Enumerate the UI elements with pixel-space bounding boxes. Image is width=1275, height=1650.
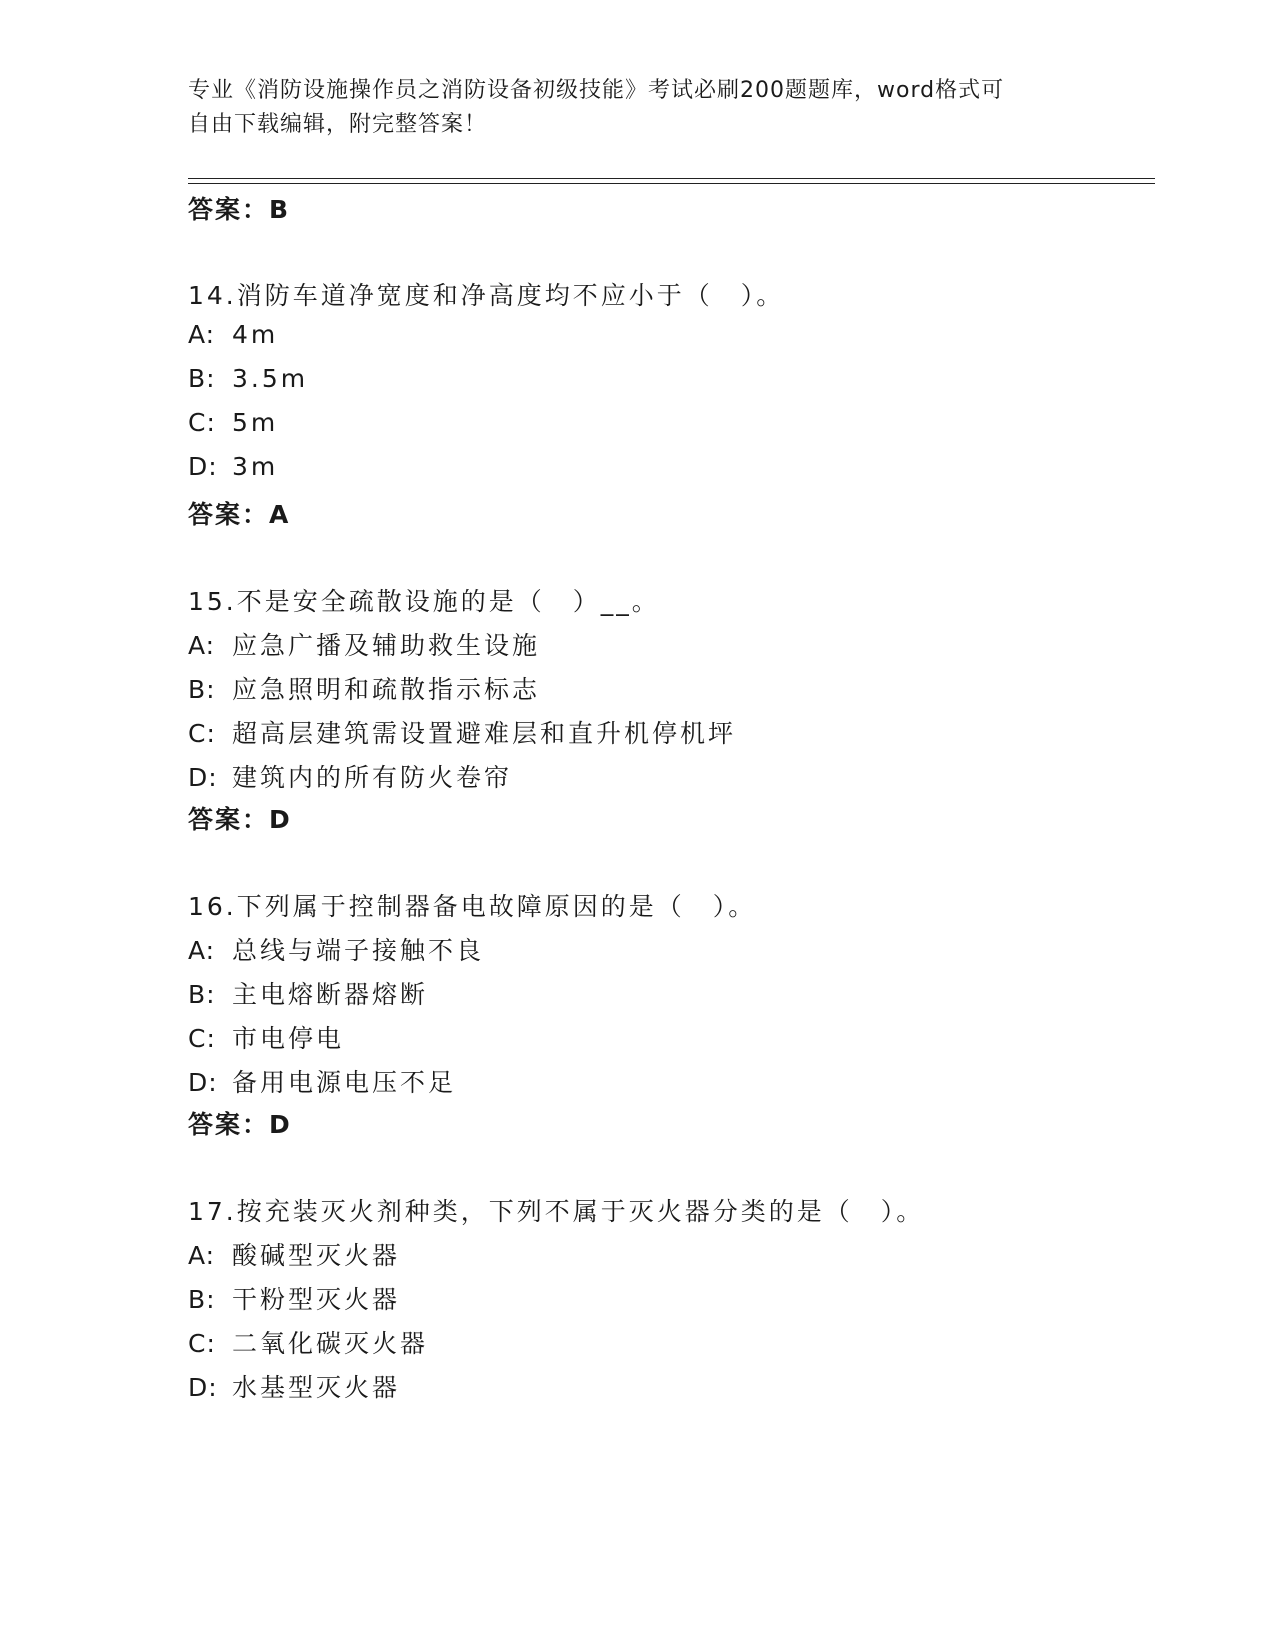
- option-text: 水基型灭火器: [232, 1373, 401, 1402]
- option-label: C:: [188, 408, 216, 437]
- header-divider-top: [188, 178, 1155, 179]
- question-17-option-a: [188, 1236, 400, 1272]
- question-15-stem: 15.不是安全疏散设施的是（ ）__。: [188, 587, 660, 616]
- option-text: 二氧化碳灭火器: [232, 1329, 429, 1358]
- option-label: A:: [188, 1241, 216, 1270]
- question-16-answer: 答案：D: [188, 1110, 292, 1139]
- option-label: C:: [188, 1024, 216, 1053]
- option-label: B:: [188, 1285, 216, 1314]
- option-text: 应急广播及辅助救生设施: [232, 631, 541, 660]
- option-label: B:: [188, 364, 216, 393]
- option-label: C:: [188, 1329, 216, 1358]
- header-line-1: 专业《消防设施操作员之消防设备初级技能》考试必刷200题题库，word格式可: [188, 78, 1005, 103]
- question-17-option-b: [188, 1280, 400, 1316]
- question-14-option-b: [188, 364, 308, 393]
- question-17-option-d: [188, 1368, 400, 1404]
- question-16-option-a: [188, 931, 484, 967]
- option-text: 酸碱型灭火器: [232, 1241, 401, 1270]
- answer-13: 答案：B: [188, 195, 291, 224]
- question-14-option-d: [188, 452, 278, 481]
- document-header: [188, 74, 1068, 142]
- option-text: 应急照明和疏散指示标志: [232, 675, 541, 704]
- option-text: 备用电源电压不足: [232, 1068, 457, 1097]
- question-15-answer: 答案：D: [188, 805, 292, 834]
- question-16-stem: 16.下列属于控制器备电故障原因的是（ ）。: [188, 892, 757, 921]
- option-label: A:: [188, 320, 216, 349]
- question-15-option-a: [188, 626, 540, 662]
- question-14-answer: 答案：A: [188, 500, 291, 529]
- question-16-option-b: [188, 975, 428, 1011]
- option-label: A:: [188, 936, 216, 965]
- option-label: D:: [188, 452, 218, 481]
- header-line-2: 自由下载编辑，附完整答案！: [188, 112, 488, 137]
- option-text: 市电停电: [232, 1024, 345, 1053]
- question-17-option-c: [188, 1324, 428, 1360]
- option-text: 主电熔断器熔断: [232, 980, 429, 1009]
- option-label: D:: [188, 1068, 218, 1097]
- option-label: B:: [188, 980, 216, 1009]
- question-17-stem: 17.按充装灭火剂种类，下列不属于灭火器分类的是（ ）。: [188, 1197, 925, 1226]
- option-label: D:: [188, 763, 218, 792]
- option-text: 3m: [232, 452, 279, 481]
- option-text: 3.5m: [232, 364, 309, 393]
- question-15-option-d: [188, 758, 512, 794]
- option-label: C:: [188, 719, 216, 748]
- question-14-option-c: [188, 408, 278, 437]
- question-14-stem: 14.消防车道净宽度和净高度均不应小于（ ）。: [188, 281, 785, 310]
- question-16-option-c: [188, 1019, 344, 1055]
- question-15-option-c: [188, 714, 736, 750]
- option-text: 总线与端子接触不良: [232, 936, 485, 965]
- header-divider-bottom: [188, 183, 1155, 184]
- option-label: B:: [188, 675, 216, 704]
- option-label: D:: [188, 1373, 218, 1402]
- question-14-option-a: [188, 320, 278, 349]
- option-text: 4m: [232, 320, 279, 349]
- option-text: 干粉型灭火器: [232, 1285, 401, 1314]
- option-text: 建筑内的所有防火卷帘: [232, 763, 513, 792]
- option-text: 5m: [232, 408, 279, 437]
- option-text: 超高层建筑需设置避难层和直升机停机坪: [232, 719, 737, 748]
- question-15-option-b: [188, 670, 540, 706]
- option-label: A:: [188, 631, 216, 660]
- question-16-option-d: [188, 1063, 456, 1099]
